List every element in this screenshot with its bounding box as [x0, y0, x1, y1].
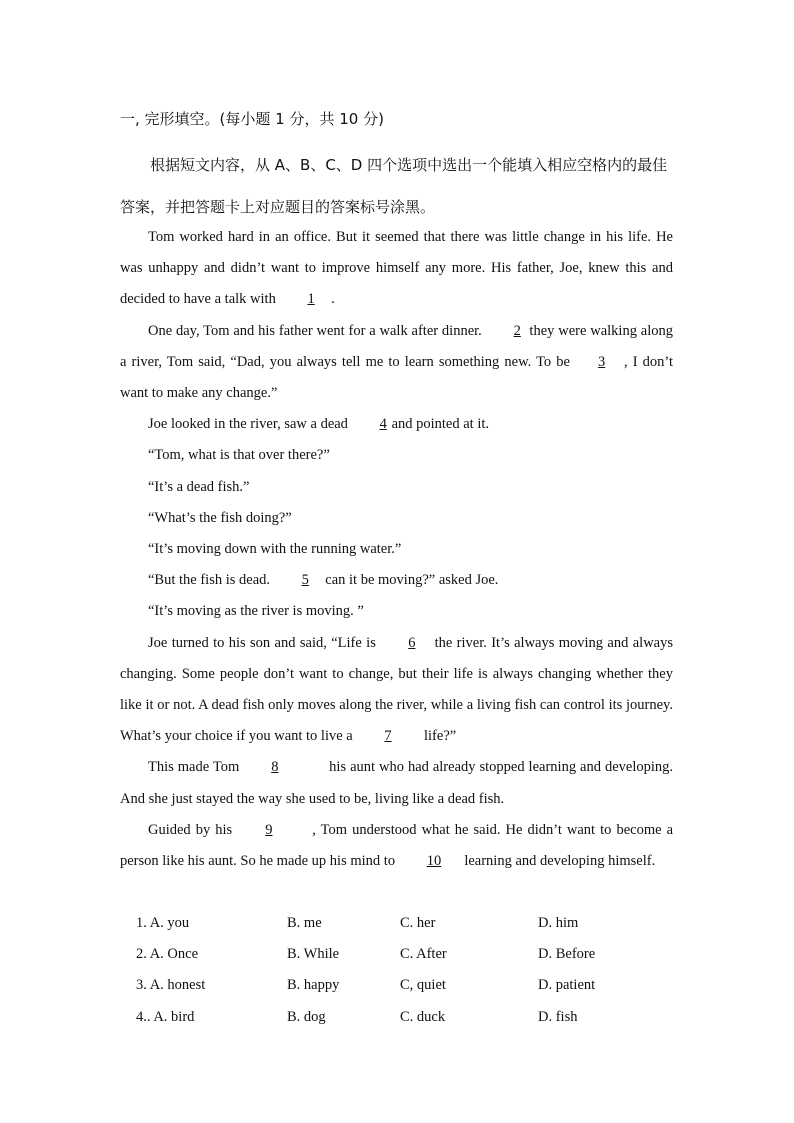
option-text: 2. A. Once: [136, 946, 199, 963]
option-text: B. dog: [287, 1008, 326, 1025]
blank-9: 9: [265, 821, 273, 838]
option-text: C, quiet: [400, 977, 446, 994]
text: life?”: [420, 728, 457, 745]
paragraph-7: “It’s moving down with the running water.”: [148, 541, 402, 558]
text: the river. It’s always moving and always changing. Some people don’t want to change, but their life is always changing whether they like it or not. A dead fish only moves along the river, while a living fish can control its journey. What’s your choice if you want to live a: [120, 634, 673, 745]
option-text: B. me: [287, 915, 322, 931]
paragraph-8: [120, 565, 673, 596]
text: and pointed at it.: [391, 416, 490, 433]
text: learning and developing himself.: [460, 853, 656, 870]
option-text: D. fish: [538, 1008, 578, 1025]
text: One day, Tom and his father went for a walk after dinner.: [148, 322, 486, 339]
option-text: B. While: [287, 946, 340, 963]
answer-options: [136, 908, 696, 1033]
option-row-4: [136, 1002, 696, 1033]
text: “But the fish is dead.: [148, 572, 274, 589]
blank-1: 1: [307, 291, 315, 308]
option-text: D. Before: [538, 946, 596, 963]
text: Joe turned to his son and said, “Life is: [148, 634, 381, 651]
paragraph-5: “It’s a dead fish.”: [148, 478, 250, 495]
paragraph-2: [120, 316, 673, 410]
paragraph-12: [120, 815, 673, 877]
text: , I don’t want to make any change.”: [120, 353, 673, 402]
instructions: [120, 144, 674, 228]
option-text: D. him: [538, 915, 579, 931]
paragraph-3: [120, 409, 673, 440]
paragraph-1: [120, 222, 673, 316]
paragraph-11: [120, 752, 673, 814]
option-text: B. happy: [287, 977, 340, 994]
option-text: 3. A. honest: [136, 977, 206, 994]
text: Guided by his: [148, 821, 238, 838]
option-row-2: [136, 939, 696, 970]
option-text: 1. A. you: [136, 915, 190, 931]
text: his aunt who had already stopped learning and developing. And she just stayed the way she used to be, living like a dead fish.: [120, 759, 673, 807]
instructions-text: 根据短文内容，从 A、B、C、D 四个选项中选出一个能填入相应空格内的最佳答案，并把答题卡上对应题目的答案标号涂黑。: [120, 156, 668, 216]
option-text: D. patient: [538, 977, 596, 994]
option-row-3: [136, 970, 696, 1001]
blank-7: 7: [384, 728, 392, 745]
text: Joe looked in the river, saw a dead: [148, 416, 352, 433]
blank-2: 2: [513, 322, 521, 339]
paragraph-10: [120, 628, 673, 753]
text: can it be moving?” asked Joe.: [321, 572, 499, 589]
option-text: C. After: [400, 946, 447, 963]
text: they were walking along a river, Tom said, “Dad, you always tell me to learn something new. To be: [120, 322, 673, 370]
blank-4: 4: [379, 416, 387, 433]
cloze-passage: [120, 222, 673, 877]
option-row-1: [136, 908, 696, 939]
section-title: 一, 完形填空。(每小题 1 分，共 10 分): [120, 110, 384, 128]
blank-10: 10: [426, 853, 442, 870]
option-text: C. her: [400, 915, 436, 931]
blank-3: 3: [597, 353, 606, 370]
paragraph-6: “What’s the fish doing?”: [148, 509, 292, 526]
blank-8: 8: [271, 759, 279, 776]
paragraph-4: “Tom, what is that over there?”: [148, 447, 330, 464]
blank-6: 6: [408, 634, 416, 651]
text: Tom worked hard in an office. But it seemed that there was little change in his life. He was unhappy and didn’t want to improve himself any more. His father, Joe, knew this and decided to have a talk with: [120, 229, 673, 308]
text: , Tom understood what he said. He didn’t want to become a person like his aunt. So he made up his mind to: [120, 821, 674, 870]
paragraph-9: “It’s moving as the river is moving. ”: [148, 603, 364, 620]
option-text: 4.. A. bird: [136, 1008, 195, 1025]
blank-5: 5: [301, 572, 309, 589]
text: .: [327, 291, 335, 308]
option-text: C. duck: [400, 1008, 446, 1025]
text: This made Tom: [148, 759, 244, 776]
